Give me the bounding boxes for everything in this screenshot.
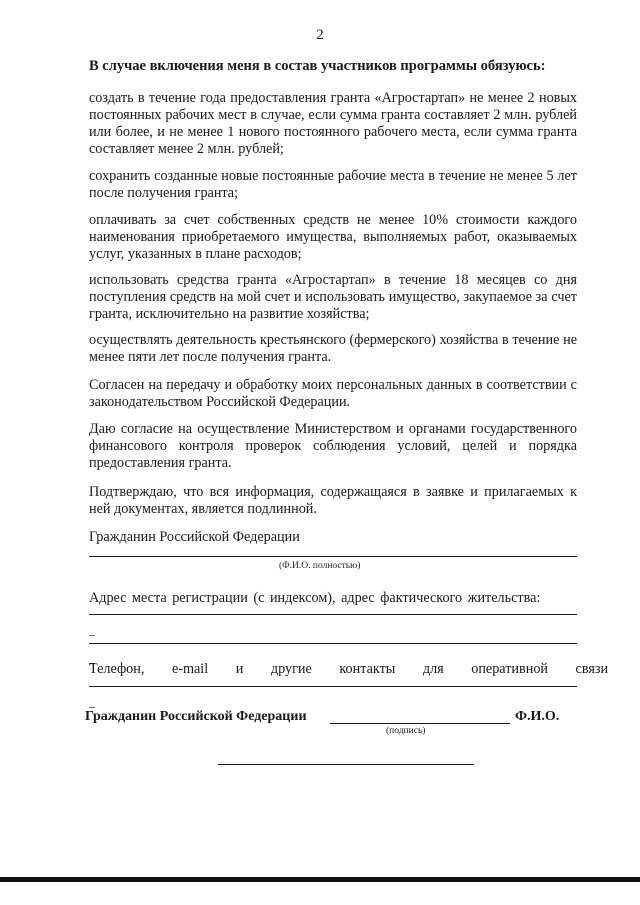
obligation-paragraph-3: оплачивать за счет собственных средств не менее 10% стоимости каждого наименования приобретаемого имущества, выполняемых работ, оказываемых услуг, указанных в плане расходов; [89,212,577,262]
obligation-paragraph-1: создать в течение года предоставления гранта «Агростартап» не менее 2 новых постоянных рабочих мест в случае, если сумма гранта составляет 2 млн. рублей или более, и не менее 1 нового постоянного рабочего места, если сумма гранта составляет менее 2 млн. рублей; [89,90,577,157]
obligation-paragraph-5: осуществлять деятельность крестьянского (фермерского) хозяйства в течение не менее пяти лет после получения гранта. [89,332,577,365]
signature-citizen-label: Гражданин Российской Федерации [85,709,307,724]
confirmation-paragraph: Подтверждаю, что вся информация, содержащаяся в заявке и прилагаемых к ней документах, является подлинной. [89,484,577,517]
signature-hint: (подпись) [386,726,426,736]
address-label: Адрес места регистрации (с индексом), адрес фактического жительства: [89,590,541,606]
fio-hint: (Ф.И.О. полностью) [279,561,361,571]
address-dash-2: _ [89,651,95,665]
footer-rule [0,877,640,882]
consent-inspections: Даю согласие на осуществление Министерством и органами государственного финансового контроля проверок соблюдения условий, целей и порядка предоставления гранта. [89,421,577,471]
signature-row [85,709,577,729]
date-line [218,764,474,765]
signature-line [330,723,510,724]
contacts-label: Телефон, e-mail и другие контакты для оперативной связи [89,661,609,677]
address-line-2 [89,643,577,644]
contacts-dash: _ [89,695,95,709]
contacts-line [89,686,577,687]
obligations-heading: В случае включения меня в состав участников программы обязуюсь: [89,58,546,74]
consent-personal-data: Согласен на передачу и обработку моих персональных данных в соответствии с законодательством Российской Федерации. [89,377,577,410]
address-dash-1: _ [89,623,95,637]
obligation-paragraph-4: использовать средства гранта «Агростартап» в течение 18 месяцев со дня поступления средств на мой счет и использовать имущество, закупаемое за счет гранта, исключительно на развитие хозяйства; [89,272,577,322]
fio-line [89,556,577,557]
citizen-label: Гражданин Российской Федерации [89,529,300,545]
page-number: 2 [316,27,324,43]
address-line-1 [89,614,577,615]
signature-fio: Ф.И.О. [515,709,560,724]
obligation-paragraph-2: сохранить созданные новые постоянные рабочие места в течение не менее 5 лет после получения гранта; [89,168,577,201]
